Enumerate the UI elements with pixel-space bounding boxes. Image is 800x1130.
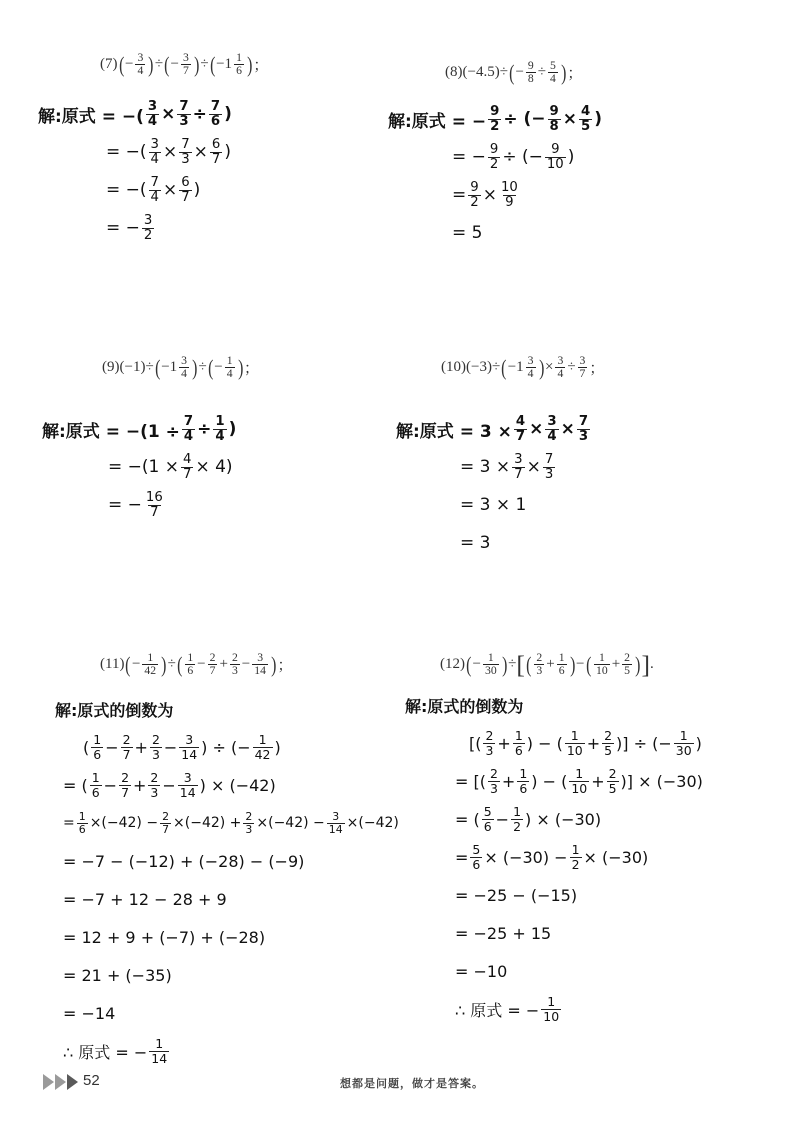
fraction: $\frac{3}{4}$ [181, 354, 187, 381]
problem-12-label: (12) [440, 656, 465, 673]
solution-line: = −10 [455, 961, 508, 981]
solution-line: = $\frac{5}{6}$ × (−30) − $\frac{1}{2}$ × (−30) [455, 842, 649, 872]
solution-line: = 5 [452, 223, 483, 243]
fraction: $\frac{3}{14}$ [254, 651, 266, 678]
solution-line: = − $\frac{9}{2}$ ÷ (− $\frac{9}{10}$ ) [452, 141, 575, 172]
fraction: $\frac{2}{7}$ [209, 651, 216, 678]
solution-8 [388, 100, 602, 252]
problem-11-label: (11) [100, 656, 125, 673]
solution-line: ∴ 原式 = − $\frac{1}{14}$ [63, 1036, 168, 1066]
solution-line: 解:原式 = −(1 ÷ $\frac{7}{4}$ ÷ $\frac{1}{4}$ ) [42, 413, 237, 444]
solution-line: = −( $\frac{3}{4}$ × $\frac{7}{3}$ × $\frac{6}{7}$ ) [106, 136, 231, 167]
problem-12: (12) ( − $\frac{1}{30}$ ) ÷ [ ( $\frac{2}{3}$ + $\frac{1}{6}$ ) − ( $\frac{1}{10}$ + $\frac{2}{5}$ ) ] . [440, 650, 654, 680]
problem-9: (9)(−1)÷ ( −1 $\frac{3}{4}$ ) ÷ ( − $\frac{1}{4}$ ) ； [102, 354, 260, 381]
solution-line: = −25 − (−15) [455, 885, 578, 905]
problem-10: (10)(−3)÷ ( −1 $\frac{3}{4}$ ) × $\frac{3}{4}$ ÷ $\frac{3}{7}$ ； [441, 354, 605, 381]
fraction: $\frac{3}{7}$ [579, 354, 586, 381]
solution-line: = −( $\frac{7}{4}$ × $\frac{6}{7}$ ) [106, 174, 201, 205]
footer-slogan: 想都是问题，做才是答案。 [340, 1077, 484, 1090]
fraction: $\frac{1}{6}$ [236, 51, 242, 78]
fraction: $\frac{1}{6}$ [558, 651, 565, 678]
problem-8: (8)(−4.5)÷ ( − $\frac{9}{8}$ ÷ $\frac{5}{4}$ ) ； [445, 59, 583, 86]
solution-line: 解:原式 = − $\frac{9}{2}$ ÷ (− $\frac{9}{8}$ × $\frac{4}{5}$ ) [388, 103, 603, 134]
fraction: $\frac{1}{42}$ [144, 651, 157, 678]
problem-7: (7) ( − $\frac{3}{4}$ ) ÷ ( − $\frac{3}{7}$ ) ÷ ( −1 $\frac{1}{6}$ ) ； [100, 51, 269, 78]
fraction: $\frac{5}{4}$ [549, 59, 556, 86]
solution-line: = − $\frac{3}{2}$ [106, 212, 153, 243]
solution-12 [405, 686, 703, 1028]
solution-line: ( $\frac{1}{6}$ − $\frac{2}{7}$ + $\frac{2}{3}$ − $\frac{3}{14}$ ) ÷ (− $\frac{1}{42}$ ) [83, 732, 281, 762]
solution-line: = 21 + (−35) [63, 965, 172, 985]
solution-line: = −(1 × $\frac{4}{7}$ × 4) [108, 451, 233, 482]
fraction: $\frac{2}{3}$ [536, 651, 543, 678]
solution-line: [( $\frac{2}{3}$ + $\frac{1}{6}$ ) − ( $\frac{1}{10}$ + $\frac{2}{5}$ )] ÷ (− $\frac{1}{30}$ ) [469, 728, 702, 758]
problem-10-label: (10)(−3)÷ [441, 359, 501, 376]
fraction: $\frac{2}{3}$ [231, 651, 238, 678]
page-number: 52 [83, 1072, 100, 1089]
problem-7-label: (7) [100, 56, 118, 73]
solution-line: = 3 × $\frac{3}{7}$ × $\frac{7}{3}$ [460, 451, 554, 482]
solution-line: 解:原式 = −( $\frac{3}{4}$ × $\frac{7}{3}$ ÷ $\frac{7}{6}$ ) [38, 98, 232, 129]
solution-7 [38, 95, 232, 247]
solution-line: = 3 × 1 [460, 495, 527, 515]
solution-line: = −14 [63, 1003, 116, 1023]
solution-line: = ( $\frac{1}{6}$ − $\frac{2}{7}$ + $\frac{2}{3}$ − $\frac{3}{14}$ ) × (−42) [63, 770, 276, 800]
fraction: $\frac{3}{4}$ [137, 51, 144, 78]
solution-line: = −7 − (−12) + (−28) − (−9) [63, 851, 305, 871]
page-arrow-icon [43, 1074, 78, 1090]
solution-line: = $\frac{1}{6}$ ×(−42) − $\frac{2}{7}$ ×(−42) + $\frac{2}{3}$ ×(−42) − $\frac{3}{14}$ ×(−42) [63, 810, 399, 836]
solution-line: = − $\frac{16}{7}$ [108, 489, 163, 520]
solution-line: = ( $\frac{5}{6}$ − $\frac{1}{2}$ ) × (−30) [455, 804, 602, 834]
fraction: $\frac{2}{5}$ [624, 651, 631, 678]
solution-line: 解:原式的倒数为 [405, 696, 524, 716]
solution-10 [396, 410, 592, 562]
solution-line: = −25 + 15 [455, 923, 552, 943]
problem-11: (11) ( − $\frac{1}{42}$ ) ÷ ( $\frac{1}{6}$ − $\frac{2}{7}$ + $\frac{2}{3}$ − $\frac{3}{14}$ ) ； [100, 651, 293, 678]
solution-11 [55, 690, 399, 1070]
solution-line: = $\frac{9}{2}$ × $\frac{10}{9}$ [452, 179, 518, 210]
fraction: $\frac{3}{4}$ [527, 354, 534, 381]
solution-line: ∴ 原式 = − $\frac{1}{10}$ [455, 994, 560, 1024]
problem-8-label: (8)(−4.5)÷ [445, 64, 508, 81]
solution-line: = 3 [460, 533, 491, 553]
solution-line: = 12 + 9 + (−7) + (−28) [63, 927, 266, 947]
solution-9 [42, 410, 236, 524]
fraction: $\frac{9}{8}$ [527, 59, 534, 86]
problem-9-label: (9)(−1)÷ [102, 359, 154, 376]
fraction: $\frac{3}{4}$ [557, 354, 564, 381]
solution-line: = −7 + 12 − 28 + 9 [63, 889, 227, 909]
solution-line: 解:原式的倒数为 [55, 700, 174, 720]
solution-line: 解:原式 = 3 × $\frac{4}{7}$ × $\frac{3}{4}$ × $\frac{7}{3}$ [396, 413, 589, 444]
fraction: $\frac{3}{7}$ [183, 51, 189, 78]
fraction: $\frac{1}{10}$ [596, 651, 608, 678]
fraction: $\frac{1}{4}$ [226, 354, 233, 381]
fraction: $\frac{1}{6}$ [187, 651, 194, 678]
fraction: $\frac{1}{30}$ [484, 651, 497, 678]
solution-line: = [( $\frac{2}{3}$ + $\frac{1}{6}$ ) − ( $\frac{1}{10}$ + $\frac{2}{5}$ )] × (−30) [455, 766, 703, 796]
